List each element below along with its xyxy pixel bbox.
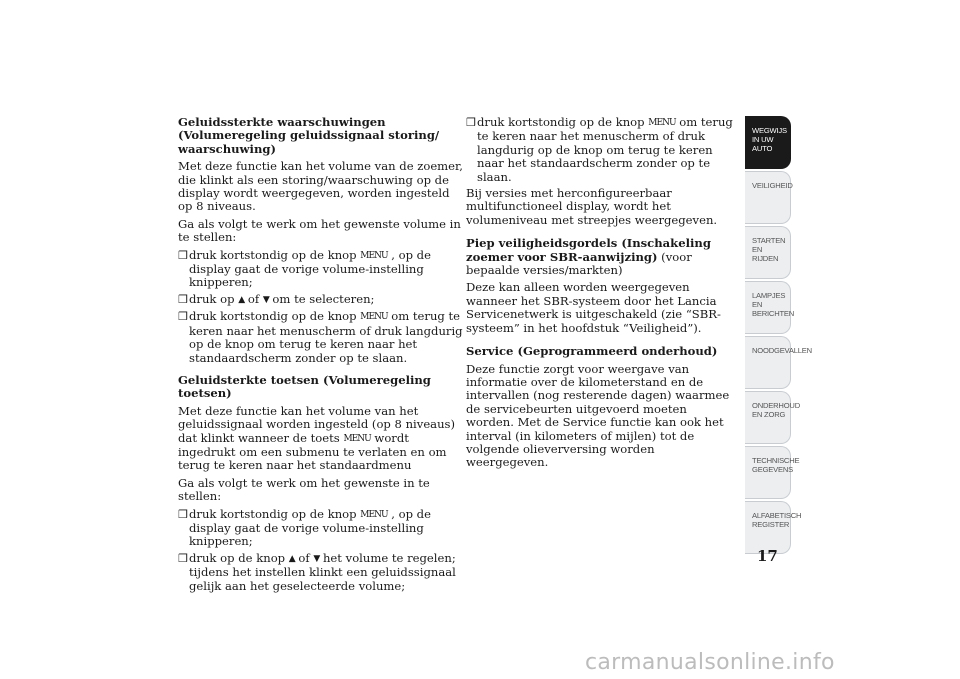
tab-starten-en-rijden[interactable]: STARTEN EN RIJDEN bbox=[745, 226, 791, 279]
checkbox-bullet-icon: ❒ bbox=[466, 116, 476, 129]
paragraph: Met deze functie kan het volume van de zoemer, die klinkt als een storing/waarschuwing op de display wordt weergegeven, worden ingesteld op 8 niveaus. bbox=[178, 159, 463, 214]
menu-key-icon: MENU bbox=[360, 312, 388, 323]
checkbox-bullet-icon: ❒ bbox=[178, 551, 188, 565]
menu-key-icon: MENU bbox=[343, 433, 371, 444]
down-key-icon: ▼ bbox=[313, 553, 320, 564]
menu-key-icon: MENU bbox=[360, 250, 388, 261]
paragraph: Ga als volgt te werk om het gewenste volume in te stellen: bbox=[178, 216, 461, 245]
section-heading-volume-warnings: Geluidssterkte waarschuwingen (Volumeregeling geluidssignaal storing/ waarschuwing) bbox=[178, 115, 440, 156]
list-item: ❒ druk kortstondig op de knop MENU , op de display gaat de vorige volume-instelling knipperen; bbox=[178, 506, 431, 549]
paragraph: Met deze functie kan het volume van het geluidssignaal worden ingesteld (op 8 niveaus) dat klinkt wanneer de toets MENU wordt ingedrukt om een submenu te verlaten en om terug te keren naar het standaardmenu bbox=[178, 403, 456, 473]
list-item: ❒ druk kortstondig op de knop MENU om terug te keren naar het menuscherm of druk langdurig op de knop om terug te keren naar het standaardscherm zonder op te slaan. bbox=[466, 115, 733, 184]
tab-lampjes-en-berichten[interactable]: LAMPJES EN BERICHTEN bbox=[745, 281, 791, 334]
list-item: ❒ druk op ▲ of ▼ om te selecteren; bbox=[178, 291, 375, 306]
section-heading-key-volume: Geluidsterkte toetsen (Volumeregeling toetsen) bbox=[178, 372, 431, 401]
list-item: ❒ druk op de knop ▲ of ▼ het volume te regelen; tijdens het instellen klinkt een geluidssignaal gelijk aan het geselecteerde volume; bbox=[178, 550, 456, 593]
section-heading-seatbelt-beep: Piep veiligheidsgordels (Inschakeling zoemer voor SBR-aanwijzing) (voor bepaalde versies/markten) bbox=[466, 236, 711, 278]
list-item: ❒ druk kortstondig op de knop MENU om terug te keren naar het menuscherm of druk langdurig op de knop om terug te keren naar het standaardscherm zonder op te slaan. bbox=[178, 309, 463, 365]
chapter-sidebar bbox=[745, 116, 812, 556]
checkbox-bullet-icon: ❒ bbox=[178, 507, 188, 521]
menu-key-icon: MENU bbox=[648, 118, 676, 128]
checkbox-bullet-icon: ❒ bbox=[178, 292, 188, 306]
page-number: 17 bbox=[757, 547, 778, 565]
paragraph: Ga als volgt te werk om het gewenste in te stellen: bbox=[178, 475, 430, 504]
watermark: carmanualsonline.info bbox=[585, 650, 835, 675]
up-key-icon: ▲ bbox=[288, 553, 295, 564]
list-item: ❒ druk kortstondig op de knop MENU , op de display gaat de vorige volume-instelling knipperen; bbox=[178, 247, 431, 290]
tab-wegwijs[interactable]: WEGWIJS IN UW AUTO bbox=[745, 116, 791, 169]
tab-technische-gegevens[interactable]: TECHNISCHE GEGEVENS bbox=[745, 446, 791, 499]
up-key-icon: ▲ bbox=[238, 294, 245, 305]
tab-alfabetisch-register[interactable]: ALFABETISCH REGISTER bbox=[745, 501, 791, 554]
section-heading-service: Service (Geprogrammeerd onderhoud) bbox=[466, 344, 718, 359]
paragraph: Deze functie zorgt voor weergave van informatie over de kilometerstand en de intervallen (nog resterende dagen) waarmee de servicebeurten uitgevoerd moeten worden. Met de Service functie kan ook het interval (in kilometers of mijlen) tot de volgende olieverversing worden weergegeven. bbox=[466, 361, 730, 470]
checkbox-bullet-icon: ❒ bbox=[178, 248, 188, 262]
paragraph: Deze kan alleen worden weergegeven wanneer het SBR-systeem door het Lancia Servicenetwerk is uitgeschakeld (zie “SBR-systeem” in het hoofdstuk “Veiligheid”). bbox=[466, 280, 721, 335]
left-column bbox=[178, 116, 463, 596]
tab-noodgevallen[interactable]: NOODGEVALLEN bbox=[745, 336, 791, 389]
tab-onderhoud-en-zorg[interactable]: ONDERHOUD EN ZORG bbox=[745, 391, 791, 444]
checkbox-bullet-icon: ❒ bbox=[178, 310, 188, 324]
right-column bbox=[466, 116, 738, 474]
tab-veiligheid[interactable]: VEILIGHEID bbox=[745, 171, 791, 224]
menu-key-icon: MENU bbox=[360, 509, 388, 520]
down-key-icon: ▼ bbox=[262, 294, 269, 305]
paragraph: Bij versies met herconfigureerbaar multifunctioneel display, wordt het volumeniveau met streepjes weergegeven. bbox=[466, 186, 718, 227]
